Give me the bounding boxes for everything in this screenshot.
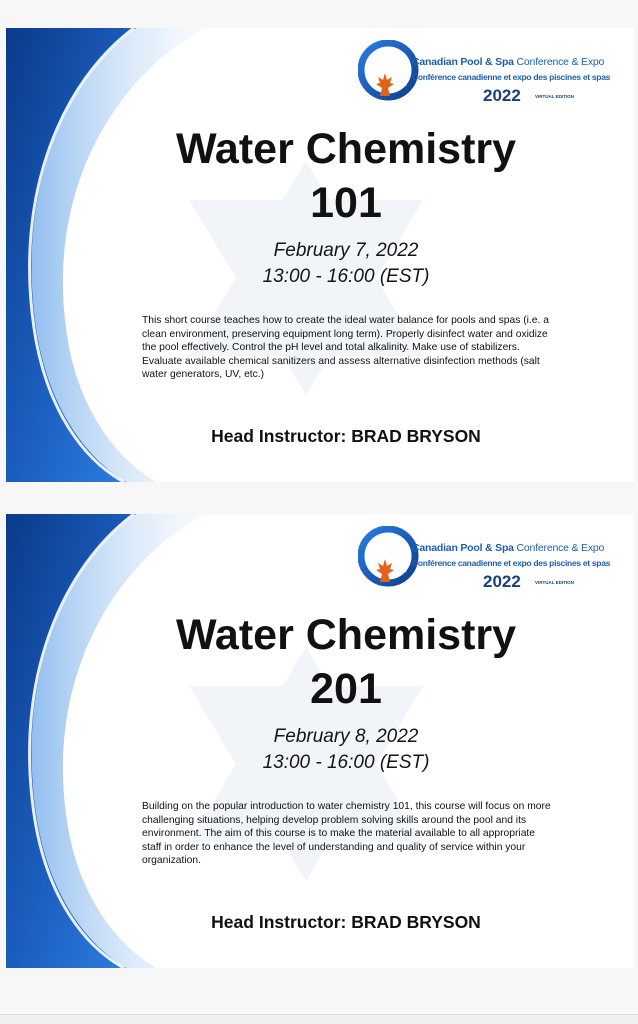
course-time: 13:00 - 16:00 (EST) <box>262 266 430 287</box>
logo-title-en <box>412 56 604 68</box>
logo-title-en <box>412 542 604 554</box>
logo-year: 2022 <box>483 572 521 591</box>
course-description: Building on the popular introduction to water chemistry 101, this course will focus on more challenging situations, helping develop problem solving skills around the pool and its environment. The aim of this course is to make the material available to all appropriate staff in order to enhance the level of understanding and quality of service within your organization. <box>142 801 551 867</box>
logo-title-bold: Canadian Pool & Spa <box>412 56 514 68</box>
maple-leaf-ring-icon <box>358 40 420 102</box>
course-card-101 <box>6 28 634 482</box>
course-title-line1: Water Chemistry <box>175 611 517 659</box>
head-instructor: Head Instructor: BRAD BRYSON <box>211 912 481 932</box>
course-title-number: 101 <box>310 179 382 227</box>
course-title-number: 201 <box>310 665 382 713</box>
conference-logo <box>358 522 611 598</box>
logo-title-bold: Canadian Pool & Spa <box>412 542 514 554</box>
course-card-201 <box>6 514 634 968</box>
logo-year: 2022 <box>483 86 521 105</box>
logo-title-light: Conference & Expo <box>513 542 605 554</box>
head-instructor: Head Instructor: BRAD BRYSON <box>211 426 481 446</box>
course-date: February 7, 2022 <box>273 240 419 261</box>
course-time: 13:00 - 16:00 (EST) <box>262 752 430 773</box>
course-title <box>106 608 586 716</box>
course-title <box>106 122 586 230</box>
logo-edition: VIRTUAL EDITION <box>535 580 574 585</box>
course-title-line1: Water Chemistry <box>175 125 517 173</box>
logo-edition: VIRTUAL EDITION <box>535 94 574 99</box>
logo-title-fr: Conférence canadienne et expo des piscines et spas <box>412 558 611 568</box>
logo-title-light: Conference & Expo <box>513 56 605 68</box>
logo-title-fr: Conférence canadienne et expo des piscines et spas <box>412 72 611 82</box>
conference-logo <box>358 36 611 112</box>
maple-leaf-ring-icon <box>358 526 420 588</box>
course-date: February 8, 2022 <box>273 726 419 747</box>
course-description: This short course teaches how to create the ideal water balance for pools and spas (i.e. a clean environment, preserving equipment long term). Properly disinfect water and oxidize the pool effectively. Control the pH level and total alkalinity. Make use of stabilizers. Evaluate available chemical sanitizers and assess alternative disinfection methods (salt water generators, UV, etc.) <box>142 315 549 381</box>
bottom-scroll-edge <box>0 1014 638 1024</box>
